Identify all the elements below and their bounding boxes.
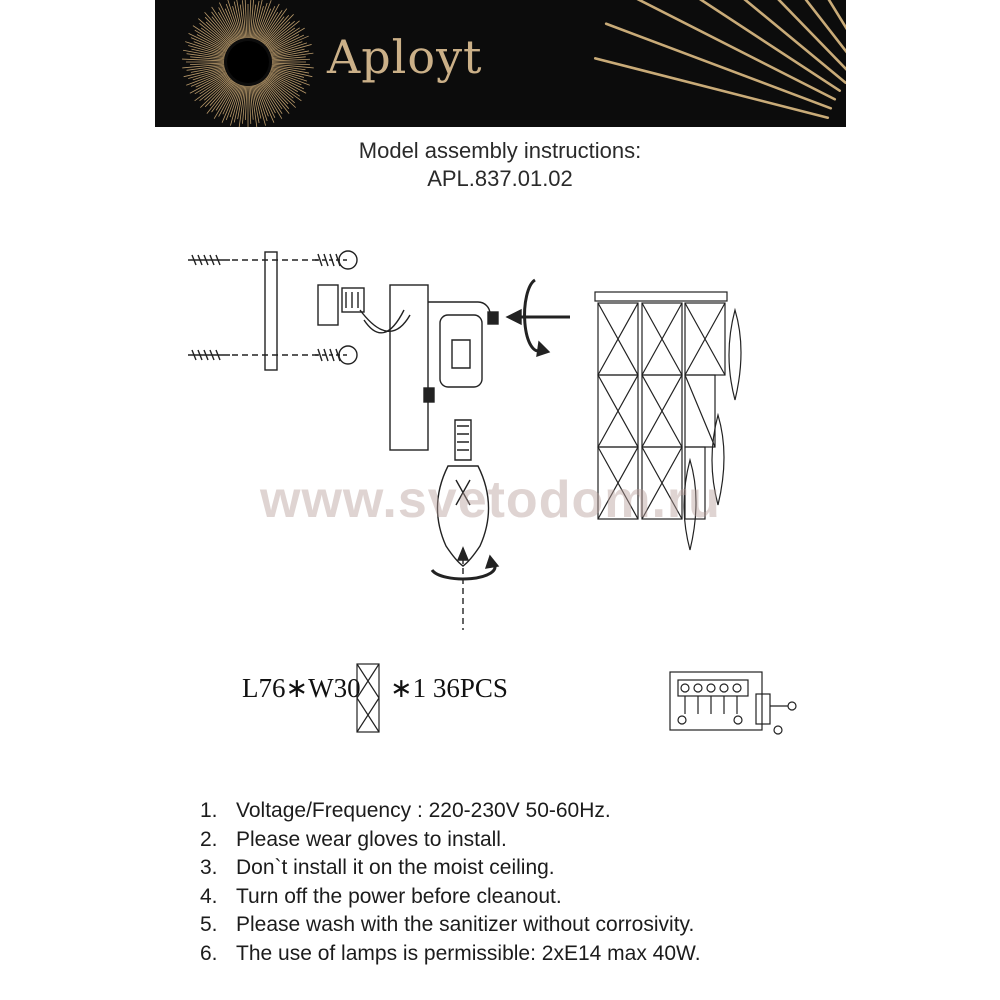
- list-item: [200, 940, 701, 969]
- list-item-number: 6.: [200, 941, 218, 965]
- list-item: [200, 797, 701, 826]
- list-item-number: 2.: [200, 827, 218, 851]
- instructions-list: [200, 797, 701, 968]
- list-item-number: 4.: [200, 884, 218, 908]
- lamp-backplate: [390, 285, 428, 450]
- socket-holder: [440, 315, 482, 387]
- list-item-number: 3.: [200, 856, 218, 879]
- terminal-block: [318, 285, 410, 333]
- sunburst-logo-icon: [155, 0, 846, 127]
- list-item-text: Please wear gloves to install.: [236, 827, 507, 851]
- list-item-text: Turn off the power before cleanout.: [236, 884, 562, 908]
- screw-top: [188, 255, 320, 265]
- lamp-arm: [428, 302, 490, 324]
- list-item-text: Please wash with the sanitizer without corrosivity.: [236, 913, 695, 936]
- list-item: [200, 911, 701, 940]
- screw-bottom: [188, 350, 320, 360]
- brand-banner: [155, 0, 846, 127]
- model-number: APL.837.01.02: [427, 166, 573, 191]
- crystal-dimensions: L76∗W30: [242, 673, 361, 703]
- assembly-diagram: [170, 230, 770, 640]
- wall-anchors: [315, 251, 357, 364]
- wall-plate: [265, 252, 277, 370]
- list-item-text: Voltage/Frequency : 220-230V 50-60Hz.: [236, 799, 611, 822]
- list-item: [200, 826, 701, 855]
- list-item-number: 5.: [200, 913, 218, 936]
- page-title: Model assembly instructions:: [358, 138, 642, 163]
- list-item: [200, 854, 701, 883]
- watermark: www.svetodom.ru: [260, 471, 721, 529]
- list-item-text: Don`t install it on the moist ceiling.: [236, 856, 555, 879]
- list-item-text: The use of lamps is permissible: 2xE14 max 40W.: [236, 941, 701, 965]
- crystal-quantity: ∗1 36PCS: [390, 673, 508, 703]
- list-item: [200, 883, 701, 912]
- list-item-number: 1.: [200, 799, 218, 822]
- crystal-prism-icon: [355, 662, 381, 734]
- wiring-diagram-icon: [668, 670, 803, 740]
- rotate-arrow-icon: [507, 280, 570, 356]
- brand-name: Aployt: [327, 30, 483, 84]
